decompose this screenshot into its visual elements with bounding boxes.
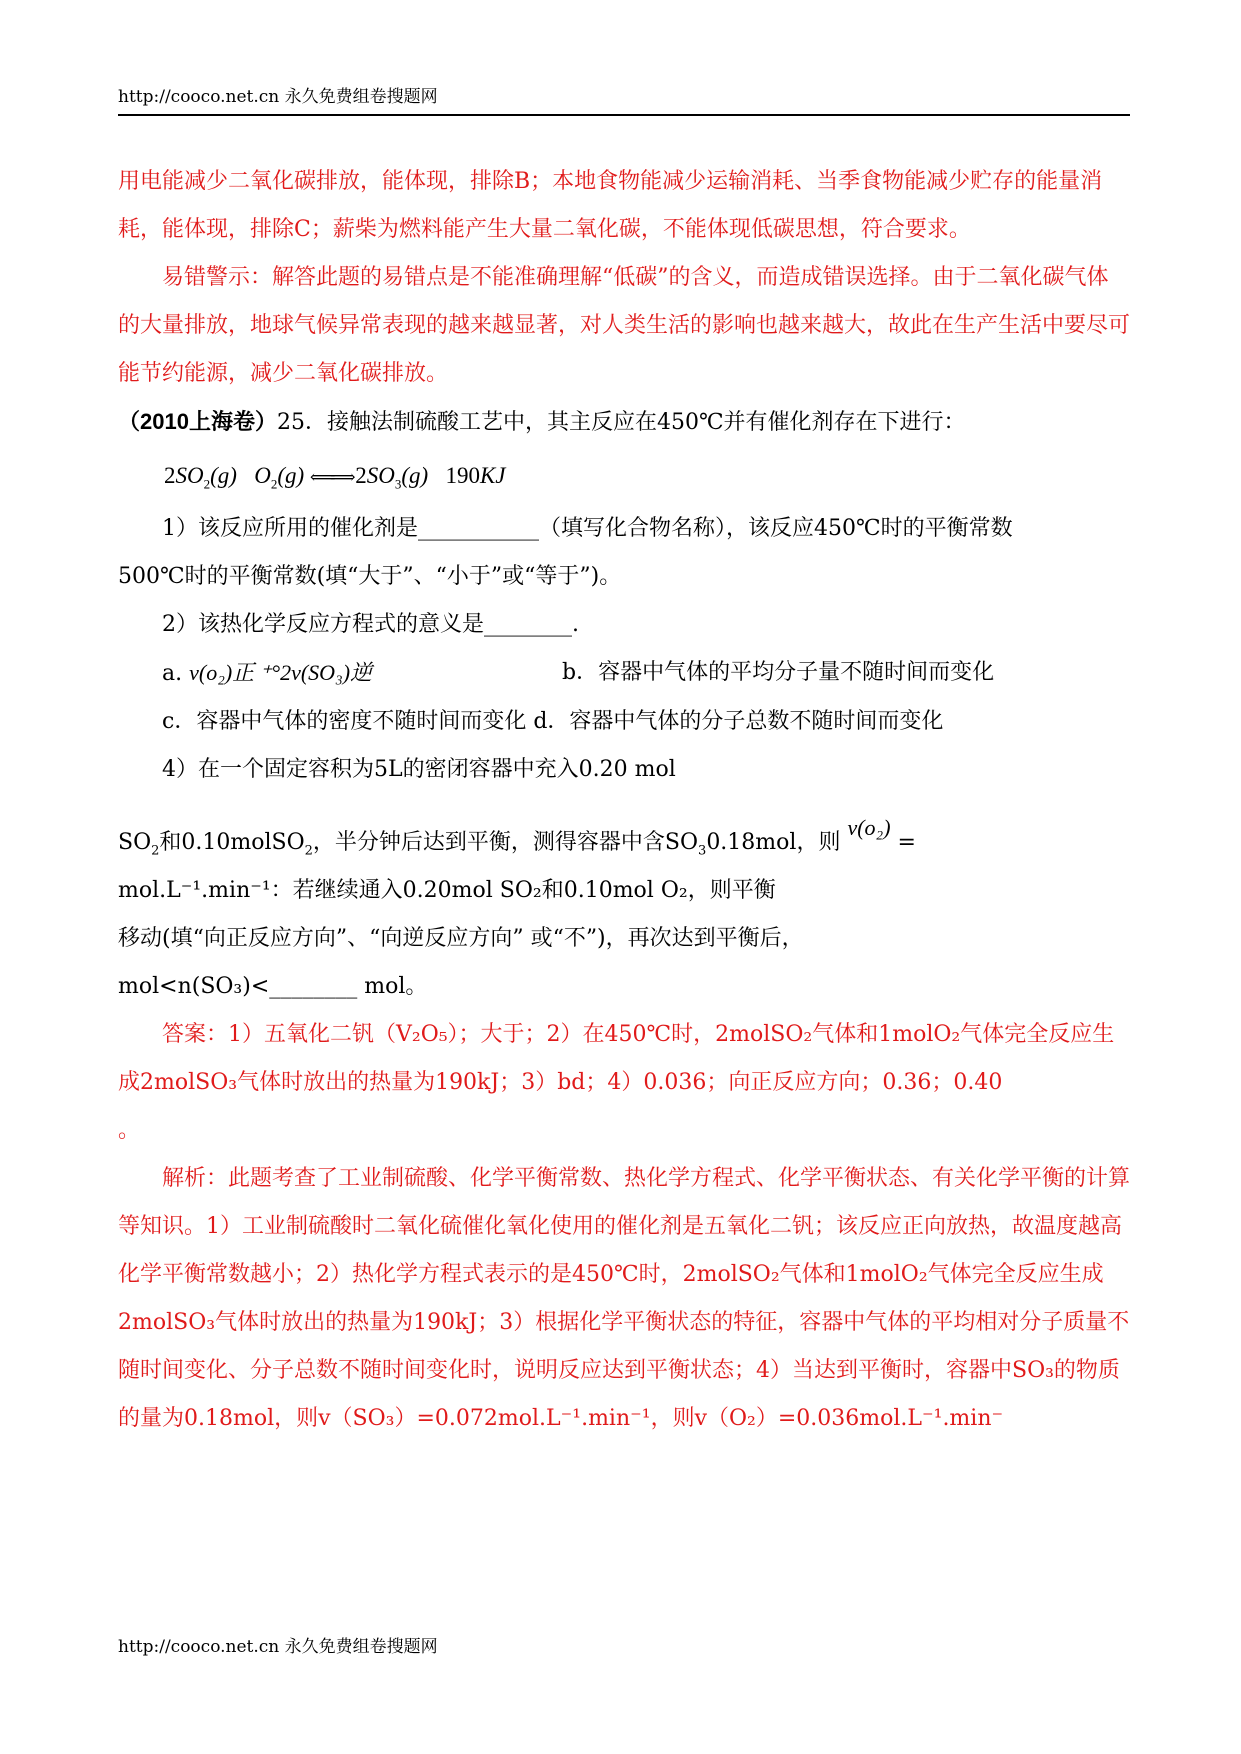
so2-formula: SO bbox=[175, 463, 204, 488]
subquestion-4-line5: mol<n(SO₃)<________ mol。 bbox=[118, 974, 428, 999]
page-header: http://cooco.net.cn 永久免费组卷搜题网 bbox=[118, 86, 1130, 116]
state-2: (g) bbox=[277, 463, 305, 488]
document-body bbox=[118, 158, 1130, 1443]
question-text: 25．接触法制硫酸工艺中，其主反应在450℃并有催化剂存在下进行： bbox=[276, 410, 966, 435]
subquestion-1-cont: 500℃时的平衡常数(填“大于”、“小于”或“等于”)。 bbox=[118, 564, 622, 589]
coef-1: 2 bbox=[164, 463, 176, 488]
so3-subscript: 3 bbox=[394, 476, 402, 492]
analysis-paragraph: 解析：此题考查了工业制硫酸、化学平衡常数、热化学方程式、化学平衡状态、有关化学平衡的计算等知识。1）工业制硫酸时二氧化硫催化氧化使用的催化剂是五氧化二钒；该反应正向放热，故温度越高化学平衡常数越小；2）热化学方程式表示的是450℃时，2molSO₂气体和1molO₂气体完全反应生成2molSO₃气体时放出的热量为190kJ；3）根据化学平衡状态的特征，容器中气体的平均相对分子质量不随时间变化、分子总数不随时间变化时，说明反应达到平衡状态；4）当达到平衡时，容器中SO₃的物质的量为0.18mol，则v（SO₃）=0.072mol.L⁻¹.min⁻¹，则v（O₂）=0.036mol.L⁻¹.min⁻ bbox=[118, 1166, 1131, 1431]
so2-subscript: 2 bbox=[203, 476, 211, 492]
so3-formula: SO bbox=[366, 463, 395, 488]
heat-unit: KJ bbox=[479, 463, 506, 488]
equals-sign: = bbox=[890, 830, 916, 855]
option-b: b．容器中气体的平均分子量不随时间而变化 bbox=[562, 660, 995, 685]
option-a-label: a. bbox=[162, 661, 183, 686]
subquestion-4-line2: $SO_2$和0.10molSO$_2$，半分钟后达到平衡，测得容器中含$SO_30.18mol$，则 v(o₂) = bbox=[118, 815, 916, 859]
subquestion-4-line3: mol.L⁻¹.min⁻¹：若继续通入0.20mol SO₂和0.10mol O₂，则平衡 bbox=[118, 878, 776, 903]
reaction-equation bbox=[118, 447, 1130, 505]
subquestion-4: 4）在一个固定容积为5L的密闭容器中充入0.20 mol bbox=[162, 757, 676, 782]
option-a bbox=[118, 649, 562, 698]
o2-subscript: 2 bbox=[270, 476, 278, 492]
explanation-paragraph: 用电能减少二氧化碳排放，能体现，排除B；本地食物能减少运输消耗、当季食物能减少贮存的能量消耗，能体现，排除C；薪柴为燃料能产生大量二氧化碳，不能体现低碳思想，符合要求。 bbox=[118, 169, 1103, 242]
heat-value: 190 bbox=[445, 463, 480, 488]
equilibrium-arrow: ⟸⟹ bbox=[309, 467, 350, 487]
subquestion-1: 1）该反应所用的催化剂是___________（填写化合物名称），该反应450℃时的平衡常数 bbox=[162, 516, 1013, 541]
state-3: (g) bbox=[401, 463, 429, 488]
o2-formula: O bbox=[254, 463, 271, 488]
page-footer: http://cooco.net.cn 永久免费组卷搜题网 bbox=[118, 1637, 438, 1657]
warning-paragraph: 易错警示：解答此题的易错点是不能准确理解“低碳”的含义，而造成错误选择。由于二氧化碳气体的大量排放，地球气候异常表现的越来越显著，对人类生活的影响也越来越大，故此在生产生活中要尽可能节约能源，减少二氧化碳排放。 bbox=[118, 265, 1131, 386]
question-stem bbox=[118, 398, 1130, 447]
so3-text: ，半分钟后达到平衡，测得容器中含SO bbox=[312, 830, 699, 855]
option-a-expression: v(o₂)正 ⁺°2v(SO₃)逆 bbox=[189, 660, 373, 685]
so2-text-2: 和0.10molSO bbox=[159, 830, 305, 855]
answer-tail: 。 bbox=[118, 1118, 141, 1143]
rate-symbol: v(o₂) bbox=[847, 815, 891, 840]
state-1: (g) bbox=[210, 463, 237, 488]
answer-paragraph: 答案：1）五氧化二钒（V₂O₅）；大于；2）在450℃时，2molSO₂气体和1molO₂气体完全反应生成2molSO₃气体时放出的热量为190kJ；3）bd；4）0.036；向正反应方向；0.36；0.40 bbox=[118, 1022, 1115, 1095]
question-source: （2010上海卷） bbox=[118, 409, 277, 434]
subquestion-2: 2）该热化学反应方程式的意义是________. bbox=[162, 612, 579, 637]
options-ab bbox=[118, 649, 1130, 698]
subquestion-4-line4: 移动(填“向正反应方向”、“向逆反应方向” 或“不”)，再次达到平衡后， bbox=[118, 926, 804, 951]
coef-3: 2 bbox=[355, 463, 367, 488]
options-cd: c．容器中气体的密度不随时间而变化 d．容器中气体的分子总数不随时间而变化 bbox=[162, 709, 944, 734]
so2-text-1: SO bbox=[118, 830, 152, 855]
amount-text: 0.18mol，则 bbox=[706, 830, 841, 855]
